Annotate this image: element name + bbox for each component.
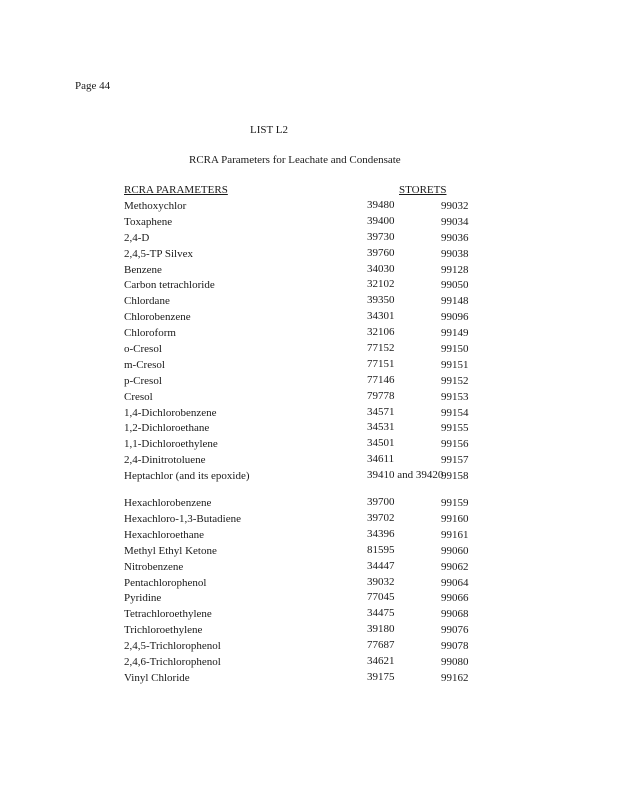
storet-code-primary: 34531 <box>367 421 395 434</box>
table-row <box>124 623 484 639</box>
storet-code-secondary: 99034 <box>441 215 469 228</box>
storet-code-primary: 77146 <box>367 373 395 386</box>
storet-code-secondary: 99148 <box>441 295 469 308</box>
storet-code-primary: 39400 <box>367 214 395 227</box>
storet-code-primary: 39760 <box>367 246 395 259</box>
parameter-name: 1,1-Dichloroethylene <box>124 438 218 451</box>
table-row <box>124 671 484 687</box>
storet-code-primary: 34475 <box>367 607 395 620</box>
parameter-name: Chloroform <box>124 327 176 340</box>
parameter-name: Hexachloro-1,3-Butadiene <box>124 513 241 526</box>
storet-code-primary: 39702 <box>367 512 395 525</box>
table-row <box>124 576 484 592</box>
storet-code-secondary: 99032 <box>441 200 469 212</box>
table-row <box>124 390 484 406</box>
storet-code-primary: 34621 <box>367 655 395 668</box>
parameter-name: Heptachlor (and its epoxide) <box>124 470 250 483</box>
table-row <box>124 406 484 422</box>
storet-code-secondary: 99062 <box>441 560 469 573</box>
storet-code-secondary: 99078 <box>441 640 469 653</box>
parameter-name: Cresol <box>124 390 153 403</box>
document-subtitle: RCRA Parameters for Leachate and Condensate <box>189 154 401 166</box>
storet-code-secondary: 99150 <box>441 343 469 356</box>
parameter-name: 2,4-D <box>124 231 150 244</box>
storet-code-primary: 77687 <box>367 639 395 652</box>
storet-code-primary: 34301 <box>367 310 395 323</box>
parameter-name: 1,4-Dichlorobenzene <box>124 406 217 419</box>
storet-code-primary: 77151 <box>367 357 395 370</box>
storet-code-secondary: 99152 <box>441 374 469 387</box>
table-row <box>124 469 484 496</box>
storet-code-primary: 34611 <box>367 453 395 466</box>
storet-code-secondary: 99064 <box>441 576 469 589</box>
storet-code-secondary: 99162 <box>441 671 469 684</box>
storet-code-secondary: 99156 <box>441 438 469 451</box>
parameter-name: p-Cresol <box>124 374 162 387</box>
storet-code-primary: 34030 <box>367 262 395 275</box>
parameter-name: Chlordane <box>124 295 170 308</box>
parameter-name: Methyl Ethyl Ketone <box>124 544 217 557</box>
table-row <box>124 310 484 326</box>
storet-code-secondary: 99066 <box>441 592 469 605</box>
table-row <box>124 655 484 671</box>
storet-code-secondary: 99161 <box>441 528 469 541</box>
storet-code-primary: 39175 <box>367 670 395 683</box>
storet-code-secondary: 99149 <box>441 327 469 340</box>
storet-code-secondary: 99158 <box>441 470 469 483</box>
table-row <box>124 263 484 279</box>
storet-code-secondary: 99080 <box>441 656 469 669</box>
table-row <box>124 358 484 374</box>
storet-code-primary: 34571 <box>367 405 395 418</box>
storet-code-secondary: 99155 <box>441 422 469 435</box>
parameters-table <box>124 199 484 687</box>
parameter-name: Pyridine <box>124 592 162 605</box>
storet-code-secondary: 99038 <box>441 247 469 260</box>
storet-code-primary: 81595 <box>367 543 395 556</box>
table-row <box>124 215 484 231</box>
storet-code-secondary: 99128 <box>441 263 469 276</box>
column-header-params: RCRA PARAMETERS <box>124 184 228 196</box>
column-header-storets: STORETS <box>399 184 447 196</box>
parameter-name: o-Cresol <box>124 343 162 356</box>
storet-code-primary: 39180 <box>367 623 395 636</box>
storet-code-secondary: 99068 <box>441 608 469 621</box>
storet-code-primary: 39032 <box>367 575 395 588</box>
table-row <box>124 374 484 390</box>
table-row <box>124 278 484 294</box>
table-row <box>124 544 484 560</box>
parameter-name: m-Cresol <box>124 358 165 371</box>
storet-code-secondary: 99157 <box>441 454 469 467</box>
storet-code-primary: 34396 <box>367 527 395 540</box>
table-row <box>124 528 484 544</box>
storet-code-secondary: 99151 <box>441 358 469 371</box>
parameter-name: Trichloroethylene <box>124 624 203 637</box>
table-row <box>124 512 484 528</box>
parameter-name: Methoxychlor <box>124 200 187 212</box>
storet-code-secondary: 99154 <box>441 406 469 419</box>
storet-code-primary: 39480 <box>367 199 395 211</box>
parameter-name: Hexachlorobenzene <box>124 497 212 510</box>
parameter-name: Benzene <box>124 263 162 276</box>
parameter-name: 1,2-Dichloroethane <box>124 422 210 435</box>
parameter-name: Carbon tetrachloride <box>124 279 215 292</box>
table-row <box>124 639 484 655</box>
storet-code-primary: 39350 <box>367 294 395 307</box>
table-row <box>124 453 484 469</box>
storet-code-primary: 79778 <box>367 389 395 402</box>
storet-code-primary: 32102 <box>367 278 395 291</box>
parameter-name: Pentachlorophenol <box>124 576 207 589</box>
storet-code-secondary: 99050 <box>441 279 469 292</box>
table-row <box>124 294 484 310</box>
parameter-name: Nitrobenzene <box>124 560 184 573</box>
table-row <box>124 231 484 247</box>
parameter-name: Chlorobenzene <box>124 311 191 324</box>
parameter-name: Vinyl Chloride <box>124 671 190 684</box>
table-row <box>124 342 484 358</box>
storet-code-primary: 39730 <box>367 230 395 243</box>
storet-code-primary: 39410 and 39420 <box>367 469 444 482</box>
table-row <box>124 326 484 342</box>
storet-code-secondary: 99096 <box>441 311 469 324</box>
storet-code-primary: 39700 <box>367 496 395 509</box>
parameter-name: Tetrachloroethylene <box>124 608 212 621</box>
parameter-name: 2,4,5-TP Silvex <box>124 247 193 260</box>
list-title: LIST L2 <box>250 124 288 136</box>
storet-code-primary: 77045 <box>367 591 395 604</box>
storet-code-secondary: 99036 <box>441 231 469 244</box>
storet-code-secondary: 99060 <box>441 544 469 557</box>
table-row <box>124 607 484 623</box>
parameter-name: Hexachloroethane <box>124 528 205 541</box>
parameter-name: Toxaphene <box>124 215 173 228</box>
storet-code-primary: 34447 <box>367 559 395 572</box>
storet-code-secondary: 99160 <box>441 513 469 526</box>
storet-code-primary: 34501 <box>367 437 395 450</box>
storet-code-secondary: 99076 <box>441 624 469 637</box>
table-row <box>124 247 484 263</box>
page-number: Page 44 <box>75 80 111 92</box>
storet-code-secondary: 99153 <box>441 390 469 403</box>
table-row <box>124 199 484 215</box>
table-row <box>124 591 484 607</box>
storet-code-primary: 77152 <box>367 342 395 355</box>
storet-code-secondary: 99159 <box>441 497 469 510</box>
storet-code-primary: 32106 <box>367 326 395 339</box>
parameter-name: 2,4-Dinitrotoluene <box>124 454 206 467</box>
table-row <box>124 560 484 576</box>
parameter-name: 2,4,6-Trichlorophenol <box>124 656 221 669</box>
table-row <box>124 421 484 437</box>
parameter-name: 2,4,5-Trichlorophenol <box>124 640 221 653</box>
table-row <box>124 437 484 453</box>
table-row <box>124 496 484 512</box>
